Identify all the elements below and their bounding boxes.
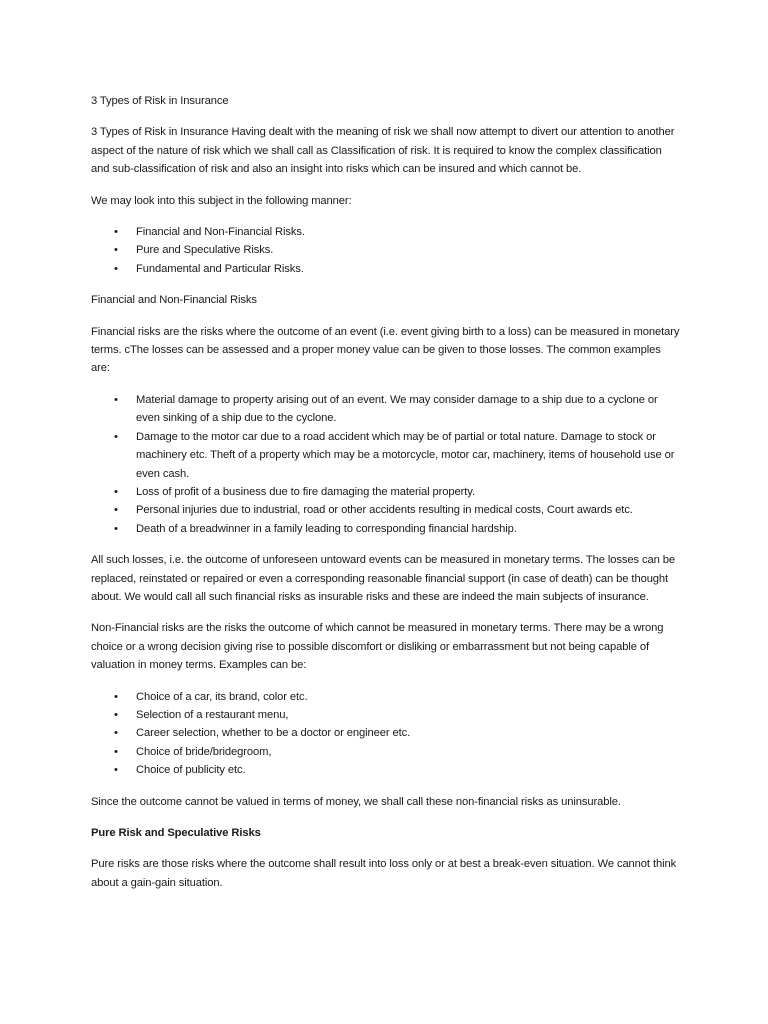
- manner-paragraph: We may look into this subject in the following manner:: [91, 194, 352, 207]
- financial-subheading: Financial and Non-Financial Risks: [91, 294, 257, 307]
- list-item: • Loss of profit of a business due to fire damaging the material property.: [91, 483, 681, 501]
- list-item: • Financial and Non-Financial Risks.: [91, 223, 681, 241]
- list-item: • Choice of publicity etc.: [91, 761, 681, 779]
- document-title: 3 Types of Risk in Insurance: [91, 95, 229, 107]
- financial-examples-list: [91, 391, 681, 538]
- document-page: [91, 92, 681, 905]
- list-item: • Damage to the motor car due to a road accident which may be of partial or total nature. Damage to stock or machinery etc. Theft of a property which may be a motorcycle, motor car, machinery, items of household use or even cash.: [91, 428, 681, 483]
- financial-summary-paragraph: All such losses, i.e. the outcome of unforeseen untoward events can be measured in monetary terms. The losses can be replaced, reinstated or repaired or even a corresponding reasonable financial support (in case of death) can be thought about. We would call all such financial risks as insurable risks and these are indeed the main subjects of insurance.: [91, 554, 675, 603]
- list-item: • Selection of a restaurant menu,: [91, 706, 681, 724]
- list-item: • Material damage to property arising out of an event. We may consider damage to a ship due to a cyclone or even sinking of a ship due to the cyclone.: [91, 391, 681, 428]
- risk-types-list: [91, 223, 681, 278]
- pure-risk-heading: Pure Risk and Speculative Risks: [91, 827, 261, 839]
- pure-risk-paragraph: Pure risks are those risks where the outcome shall result into loss only or at best a break-even situation. We cannot think about a gain-gain situation.: [91, 858, 677, 889]
- list-item: • Personal injuries due to industrial, road or other accidents resulting in medical costs, Court awards etc.: [91, 501, 681, 519]
- nonfinancial-summary-paragraph: Since the outcome cannot be valued in terms of money, we shall call these non-financial risks as uninsurable.: [91, 795, 621, 808]
- list-item: • Choice of bride/bridegroom,: [91, 743, 681, 761]
- list-item: • Choice of a car, its brand, color etc.: [91, 688, 681, 706]
- financial-definition-paragraph: Financial risks are the risks where the outcome of an event (i.e. event giving birth to a loss) can be measured in monetary terms. cThe losses can be assessed and a proper money value can be given to those losses. The common examples are:: [91, 325, 680, 375]
- intro-paragraph: 3 Types of Risk in Insurance Having dealt with the meaning of risk we shall now attempt to divert our attention to another aspect of the nature of risk which we shall call as Classification of risk. It is required to know the complex classification and sub-classification of risk and also an insight into risks which can be insured and which cannot be.: [91, 126, 675, 176]
- list-item: • Fundamental and Particular Risks.: [91, 260, 681, 278]
- nonfinancial-definition-paragraph: Non-Financial risks are the risks the outcome of which cannot be measured in monetary terms. There may be a wrong choice or a wrong decision giving rise to possible discomfort or disliking or embarrassment but not being capable of valuation in money terms. Examples can be:: [91, 622, 664, 672]
- list-item: • Career selection, whether to be a doctor or engineer etc.: [91, 724, 681, 742]
- list-item: • Pure and Speculative Risks.: [91, 241, 681, 259]
- nonfinancial-examples-list: [91, 688, 681, 780]
- list-item: • Death of a breadwinner in a family leading to corresponding financial hardship.: [91, 520, 681, 538]
